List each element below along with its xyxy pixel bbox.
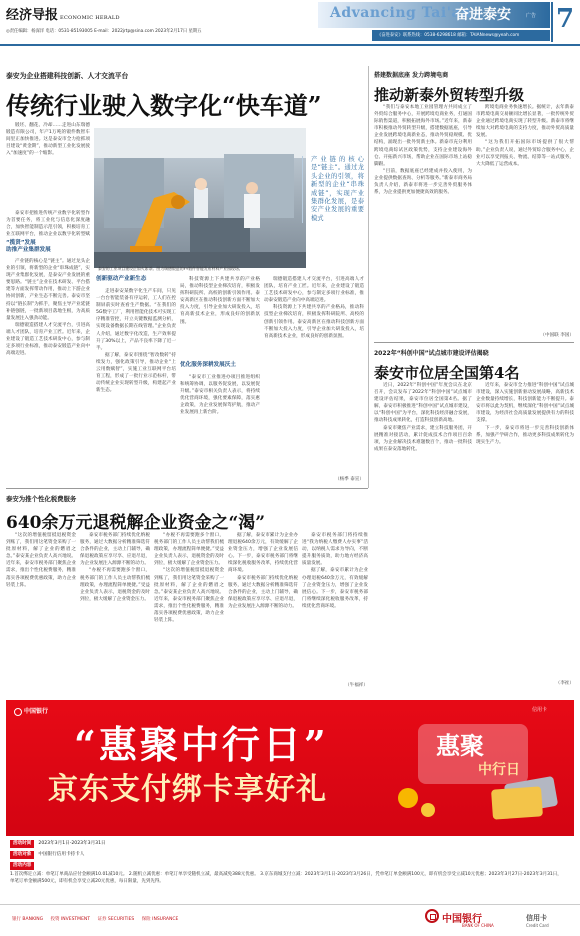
story1-col2: 走进泰安某数字化生产车间，只见一台台智能装备有序运转，工人们在控制屏前实时查看生产数据。“在我们的5G数字工厂，利用智能化技术可实现工序精准管控，开立关键数据监测分析，实现设备数据长期在线管理。”企业负责人介绍，通过数字化改造，生产效率提升了30%以上，产品不良率下降了近一半。 据了解，泰安市围绕“智改数转”持续发力，强化政策引导，推动企业“上云用数赋智”，实施工业互联网平台培育工程，形成了一批行业示范标杆，带动传统企业实现转型升级，构建起产业新生态。 xyxy=(96,289,176,394)
edition-info: ◎责任编辑：杨深洋 电话：0531-85193005 E-mail：2022jrtp@sina.com 2023年2月17日 星期五 xyxy=(6,29,202,34)
story1-lead2: 泰安市把推进传统产业数字化转型作为首要任务，将工业化与信息化深度融合，加快智能制造示范引领，积极培育工业互联网平台，推动企业以数字化转型赋 xyxy=(6,211,90,238)
column-divider xyxy=(368,66,369,488)
brand-chinese: 奋进泰安 xyxy=(455,7,511,23)
story1-subhead: “揽贤”发展 助推产业集群发展 xyxy=(6,240,51,254)
story1-headline: 传统行业驶入数字化“快车道” xyxy=(6,91,322,120)
pull-quote: 产业链的核心是“链主”。通过龙头企业的引领，将新型的企业“串珠成链”，实现产业集群化发展，是泰安产业发展的重要模式 xyxy=(302,156,364,223)
brand-english: Advancing Tai'an xyxy=(330,5,472,21)
story-divider xyxy=(374,342,574,343)
factory-photo xyxy=(94,128,306,268)
section-title: 经济导报 ECONOMIC HERALD xyxy=(6,8,120,23)
story1-kicker: 泰安为企业搭建科技创新、人才交流平台 xyxy=(6,72,129,80)
banner-headline: “惠聚中行日” xyxy=(74,722,329,767)
activity-time-row: 活动时间 2023年3月1日-2023年3月31日 xyxy=(10,840,106,848)
story4-col3: “办税不再需要跑多个窗口，税务部门的工作人员主动帮我们梳理政策，办理流程简单便捷。”受益企业负责人表示，退税资金的及时到位，极大缓解了企业资金压力。 “这次的增值税留抵退税资金到账了，我们用这笔资金采购了一批原材料，解了企业的燃眉之急。”泰安某企业负责人高兴地说。近年来，泰安市税务部门聚焦企业需求，推出个性化税费服务，精准落实各项税费优惠政策，助力企业轻装上阵。 xyxy=(154,533,224,624)
banner-tag: 信用卡 xyxy=(532,707,548,713)
story2-headline: 推动新泰外贸转型升级 xyxy=(374,86,525,104)
story2-byline: （中国联 李国） xyxy=(540,333,574,338)
svg-text:惠聚: 惠聚 xyxy=(436,731,484,760)
story1-sub2: 创新驱动产业新生态 xyxy=(96,276,147,282)
ad-footer-services xyxy=(12,916,184,922)
story1-lead: 锻坯、翻花、冷却……走进山东瑞德锻造有限公司，年产1万吨的锻件数智车间里正加快推进。这是泰安市全力抢抓项目建设“黄金期”，推动新型工业化发展驶入“加速度”的一个缩影。 xyxy=(6,123,90,157)
story-divider xyxy=(6,488,368,489)
activity-details: 1.首次绑定立减：单笔订单商品应付金额满10.01减10元。 2.随机立减优惠：单笔订单享受随机立减，最高减免388元优惠。 3.京东商城支付立减：2023年3月1日-2023年3月26日，凭单笔订单金额满100元，即有机会享受立减10元优惠；2023年3月27日-2023年3月31日，单笔订单金额满500元，即有机会享受立减20元优惠，每日限量，先到先得。 xyxy=(10,872,562,884)
story4-col5: 泰安市税务部门将持续推进“我为纳税人缴费人办实事”活动，以纳税人需求为导向，不断提升服务质效，助力地方经济高质量发展。 据了解，泰安市累计为企业办理退税640余万元，有效缓解了企业资金压力，增强了企业发展信心。下一步，泰安市税务部门将继续深化税收服务改革，持续优化营商环境。 xyxy=(302,533,368,609)
story3-col2: 近年来，泰安市全力推进“科创中国”试点城市建设，深入实施创新驱动发展战略，高新技术企业数量持续增长，科技创新能力不断提升。泰安市将以此为契机，继续深化“科创中国”试点城市建设，为经济社会高质量发展提供有力的科技支撑。 下一步，泰安市将进一步完善科技创新体系，加强产学研合作，推动更多科技成果转化为现实生产力。 xyxy=(476,383,574,445)
service-securities: 证券 SECURITIES xyxy=(97,917,135,922)
boc-logo-icon xyxy=(425,909,439,923)
story1-byline: （杨季 泰宣） xyxy=(334,477,364,482)
boc-logo-icon xyxy=(14,708,22,716)
bank-name: 中国银行 xyxy=(442,914,482,925)
activity-content-row: 活动内容 xyxy=(10,862,38,870)
ad-label: 广告 xyxy=(526,13,537,19)
boc-banner-logo: 中国银行 xyxy=(14,706,48,716)
bank-name-en: BANK OF CHINA xyxy=(462,923,494,928)
service-investment: 投资 INVESTMENT xyxy=(50,917,91,922)
photo-caption: 泰安的工业项目建设正如火如荼。图为瑞德锻造的FY锻件智能发布材料产业园现场。 xyxy=(98,266,243,271)
story3-col1: 近日，2022年“科创中国”年度会议在北京召开，会议发布了2022年“科创中国”试点城市建设评估结果，泰安市位居全国第4名。据了解，泰安市积极推进“科创中国”试点城市建设，以“科创中国”为平台，深化科技经济融合发展，推动科技成果转化，打造科技创新高地。 泰安市聚焦产业需求，建立科技服务团，开展精准对接活动，累计促成技术合作项目百余项，为企业解决技术难题数百个，推动一批科技成果在泰安落地转化。 xyxy=(374,383,472,452)
story4-col2: 泰安市税务部门持续优化纳税服务，通过大数据分析精准筛选符合条件的企业，主动上门辅导，确保退税政策应享尽享、应退尽退，为企业发展注入源源不断的动力。 “办税不再需要跑多个窗口，税务部门的工作人员主动帮我们梳理政策，办理流程简单便捷。”受益企业负责人表示，退税资金的及时到位，极大缓解了企业资金压力。 xyxy=(80,533,150,602)
story1-col4: 瑞德锻造搭建人才交流平台，引进高端人才团队，培育产业工匠。近年来，企业建设了锻造工艺技术研发中心，参与制定多项行业标准，推动泰安锻造产业向中高端迈进。 科技资源上下共建共享的产业格局，推动科技型企业梯次培育，积极发挥科研院所、高校的创新引领作用。泰安高新区在推动科技创新方面不断加大投入力度，引导企业加大研发投入，培育高新技术企业，形成良好的创新氛围。 xyxy=(264,277,364,339)
activity-target-row: 活动对象 中国银行信用卡持卡人 xyxy=(10,851,84,859)
service-insurance: 保险 INSURANCE xyxy=(141,917,179,922)
story2-col2: 跨境电商业务快速增长。据统计，去年新泰市跨境电商交易额同比增长显著，一批传统外贸企业通过跨境电商实现了转型升级。新泰市将继续加大对跨境电商的支持力度，推动外贸高质量发展。 “这为我们开拓国际市场提供了很大帮助。”企业负责人说，通过外贸综合服务中心，企业可以享受到报关、物流、结算等一站式服务，大大降低了运营成本。 xyxy=(476,105,574,167)
story1-col1: 产业链的核心是“链主”。通过龙头企业的引领，将新型的企业“串珠成链”，实现产业集群化发展，是泰安产业发展的重要思路。“链主”企业在技术研发、平台搭建等方面发挥带动作用，推动上下游企业协同创新，产业生态不断完善。泰安市坚持以“链长制”为抓手，聚焦主导产业延链补链强链，一批新项目落地生根，为高质量发展注入强劲动能。 瑞德锻造搭建人才交流平台，引进高端人才团队，培育产业工匠。近年来，企业建设了锻造工艺技术研发中心，参与制定多项行业标准，推动泰安锻造产业向中高端迈进。 xyxy=(6,259,90,357)
contact-strip: 《奋进泰安》联系热线：0538-6298618 邮箱：TAIANnews@yeah.com xyxy=(372,30,550,41)
service-banking: 银行 BANKING xyxy=(12,917,44,922)
story4-col1: “这次的增值税留抵退税资金到账了，我们用这笔资金采购了一批原材料，解了企业的燃眉之急。”泰安某企业负责人高兴地说。近年来，泰安市税务部门聚焦企业需求，推出个性化税费服务，精准落实各项税费优惠政策，助力企业轻装上阵。 xyxy=(6,533,76,588)
story4-col4: 据了解，泰安市累计为企业办理退税640余万元，有效缓解了企业资金压力，增强了企业发展信心。下一步，泰安市税务部门将继续深化税收服务改革，持续优化营商环境。 泰安市税务部门持续优化纳税服务，通过大数据分析精准筛选符合条件的企业，主动上门辅导，确保退税政策应享尽享、应退尽退，为企业发展注入源源不断的动力。 xyxy=(228,533,298,609)
masthead xyxy=(0,0,580,46)
svg-text:中行日: 中行日 xyxy=(478,762,520,778)
story4-kicker: 泰安为推个性化税费服务 xyxy=(6,495,77,503)
story1-col3: 科技资源上下共建共享的产业格局，推动科技型企业梯次培育，积极发挥科研院所、高校的创新引领作用。泰安高新区在推动科技创新方面不断加大投入力度，引导企业加大研发投入，培育高新技术企业，形成良好的创新氛围。 xyxy=(180,277,260,325)
boc-banner-ad[interactable] xyxy=(6,700,574,836)
story1-sub3: 优化服务深耕发展沃土 xyxy=(180,362,236,368)
banner-subheadline: 京东支付绑卡享好礼 xyxy=(48,772,327,807)
story4-byline: （牛福祥） xyxy=(345,683,368,688)
story2-kicker: 搭建数据底座 发力跨境电商 xyxy=(374,72,449,79)
credit-card-label: 信用卡 Credit Card xyxy=(526,914,549,928)
story3-kicker: 2022年“科创中国”试点城市建设评估揭晓 xyxy=(374,350,489,357)
story3-byline: （李祉） xyxy=(555,681,574,686)
story4-headline: 640余万元退税解企业资金之“渴” xyxy=(6,513,266,533)
banner-decoration xyxy=(388,714,564,824)
story3-headline: 泰安市位居全国第4名 xyxy=(374,364,520,382)
page-number: 7 xyxy=(556,4,575,34)
story1-col3b: “泰安市工业推进办项目推进组织和统筹协调，以服务促发展，以发展促升级。”泰安市相关负责人表示，将持续优化营商环境，强化要素保障，落实惠企政策，为企业发展保驾护航，推动产业发展再上新台阶。 xyxy=(180,375,260,416)
story2-col1: “我们与泰安本地工业园管理方共同成立了外贸综合服务中心，开展跨境电商业务，打通国际销售渠道，积极拓展海外市场。”近年来，新泰市积极推动外贸转型升级，搭建数据底座，引导企业发展跨境电商新业态，推动外贸稳规模、优结构，涌现出一批外贸新主体。新泰市充分利用跨境电商综试区政策优势，支持企业建设海外仓、开拓新兴市场，帮助企业在国际市场上站稳脚跟。 “目前，数据底座已经建成并投入使用，为企业提供数据查询、分析等服务。”新泰市商务局负责人介绍，新泰市将进一步完善外贸服务体系，为企业提供更加便捷高效的服务。 xyxy=(374,105,472,196)
